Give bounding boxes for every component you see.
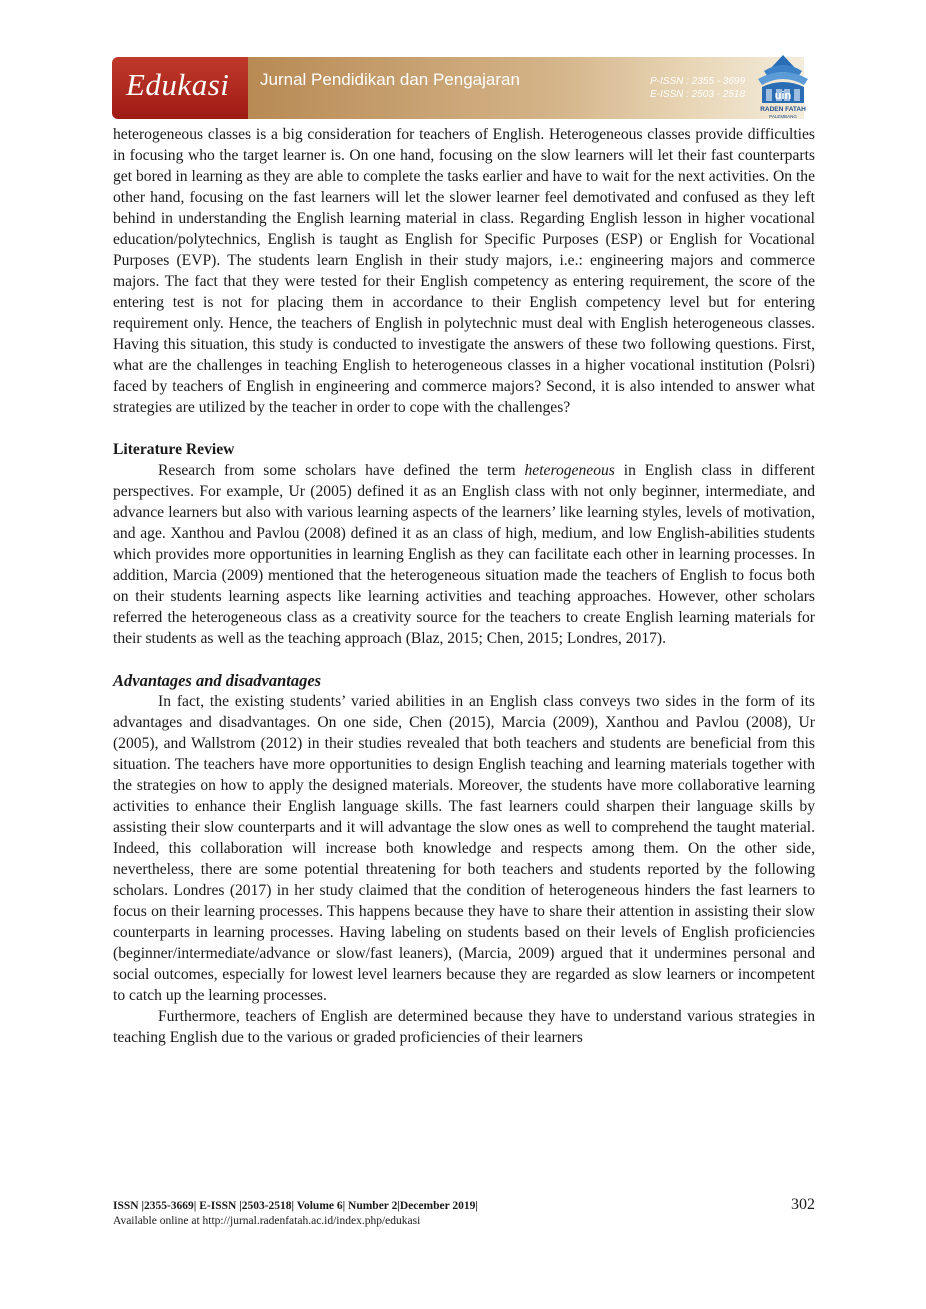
paragraph-intro: heterogeneous classes is a big consideration for teachers of English. Heterogeneous classes provide difficulties in focusing who the target learner is. On one hand, focusing on the slow learners will let their fast counterparts get bored in learning as they are able to complete the tasks earlier and have to wait for the next activities. On the other hand, focusing on the fast learners will let the slower learner feel demotivated and confused as they left behind in understanding the English learning material in class. Regarding English lesson in higher vocational education/polytechnics, English is taught as English for Specific Purposes (ESP) or English for Vocational Purposes (EVP). The students learn English in their study majors, i.e.: engineering majors and commerce majors. The fact that they were tested for their English competency as entering requirement, the score of the entering test is not for placing them in accordance to their English competency level but for entering requirement only. Hence, the teachers of English in polytechnic must deal with English heterogeneous classes. Having this situation, this study is conducted to investigate the answers of these two following questions. First, what are the challenges in teaching English to heterogeneous classes in a higher vocational institution (Polsri) faced by teachers of English in engineering and commerce majors? Second, it is also intended to answer what strategies are utilized by the teacher in order to cope with the challenges? <box>113 126 815 416</box>
paragraph-advantages: In fact, the existing students’ varied abilities in an English class conveys two sides in the form of its advantages and disadvantages. On one side, Chen (2015), Marcia (2009), Xanthou and Pavlou (2008), Ur (2005), and Wallstrom (2012) in their studies revealed that both teachers and students are beneficial from this situation. The teachers have more opportunities to design English teaching and learning materials together with the strategies on how to apply the designed materials. Moreover, the students have more collaborative learning activities to enhance their English language skills. The fast learners could sharpen their language skills by assisting their slow counterparts and it will advantage the slow ones as well to comprehend the taught material. Indeed, this collaboration will increase both knowledge and respects among them. On the other side, nevertheless, there are some potential threatening for both teachers and students reported by the following scholars. Londres (2017) in her study claimed that the condition of heterogeneous hinders the fast learners to focus on their learning processes. This happens because they have to share their attention in assisting their slow counterparts in learning processes. Having labeling on students based on their levels of English proficiencies (beginner/intermediate/advance or slow/fast leaners), (Marcia, 2009) argued that it undermines personal and social outcomes, especially for lowest level learners because they are regarded as slow learners or incompetent to catch up the learning processes. <box>113 693 815 1004</box>
logo-text-palembang: PALEMBANG <box>769 114 797 119</box>
heading-literature-review: Literature Review <box>113 441 235 458</box>
p-issn: P-ISSN : 2355 - 3699 <box>650 76 746 87</box>
lit-term-heterogeneous: heterogeneous <box>524 462 615 479</box>
footer-citation: ISSN |2355-3669| E-ISSN |2503-2518| Volume 6| Number 2|December 2019| <box>113 1200 478 1212</box>
footer-available-online: Available online at http://jurnal.radenfatah.ac.id/index.php/edukasi <box>113 1215 421 1227</box>
paragraph-literature-review <box>113 460 815 649</box>
journal-full-title: Jurnal Pendidikan dan Pengajaran <box>260 70 520 89</box>
page-footer <box>113 1196 815 1227</box>
university-logo-icon <box>752 53 814 121</box>
logo-text-uin: uin <box>774 90 792 102</box>
banner-red-block <box>112 57 248 119</box>
journal-header-banner <box>112 57 804 119</box>
header-issn <box>650 75 745 101</box>
heading-advantages-disadvantages: Advantages and disadvantages <box>113 671 322 690</box>
page-number: 302 <box>791 1196 815 1213</box>
journal-short-title: Edukasi <box>126 67 230 102</box>
article-body <box>113 124 815 1048</box>
paragraph-furthermore: Furthermore, teachers of English are determined because they have to understand various strategies in teaching English due to the various or graded proficiencies of their learners <box>113 1008 815 1046</box>
logo-text-raden-fatah: RADEN FATAH <box>760 106 806 113</box>
lit-text-post: in English class in different perspectives. For example, Ur (2005) defined it as an English class with not only beginner, intermediate, and advance learners but also with various learning aspects of the learners’ like learning styles, levels of motivation, and age. Xanthou and Pavlou (2008) defined it as an class of high, medium, and low English-abilities students which provides more opportunities in learning English as they can facilitate each other in learning processes. In addition, Marcia (2009) mentioned that the heterogeneous situation made the teachers of English to focus both on their students learning aspects like learning activities and teaching approaches. However, other scholars referred the heterogeneous class as a creativity source for the teachers to create English learning materials for their students as well as the teaching approach (Blaz, 2015; Chen, 2015; Londres, 2017). <box>113 462 815 647</box>
e-issn: E-ISSN : 2503 - 2518 <box>650 89 746 100</box>
lit-text-pre: Research from some scholars have defined the term <box>158 462 525 479</box>
